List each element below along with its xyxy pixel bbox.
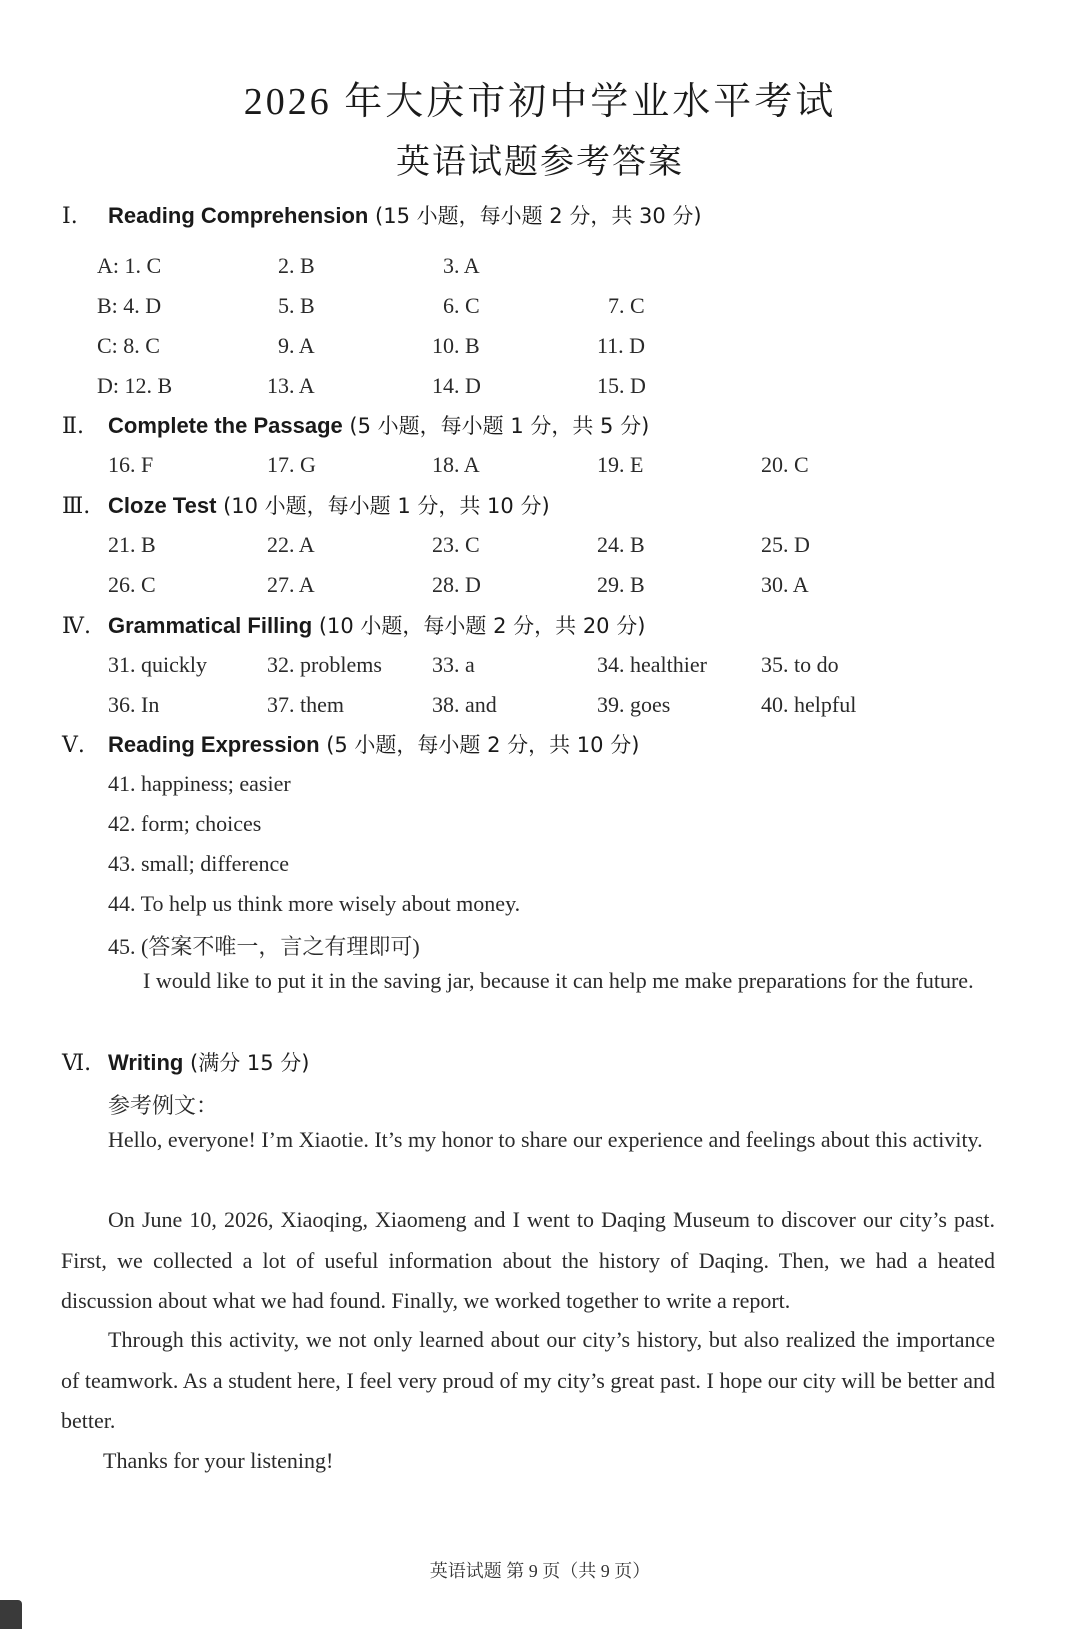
section-number: Ⅳ. bbox=[62, 614, 91, 639]
section-scoring: (5 小题，每小题 1 分，共 5 分) bbox=[342, 414, 650, 438]
answer: 26. C bbox=[108, 572, 156, 597]
answer: 11. D bbox=[597, 333, 646, 358]
section-name: Grammatical Filling bbox=[108, 613, 313, 638]
section-heading-complete-the-passage bbox=[62, 410, 649, 440]
section-scoring: (15 小题，每小题 2 分，共 30 分) bbox=[368, 204, 702, 228]
section-name: Complete the Passage bbox=[108, 413, 343, 438]
answer: 33. a bbox=[432, 652, 475, 677]
section-scoring: (10 小题，每小题 1 分，共 10 分) bbox=[216, 494, 550, 518]
answer: 17. G bbox=[267, 452, 316, 477]
section-name: Reading Comprehension bbox=[108, 203, 369, 228]
answer: 34. healthier bbox=[597, 652, 707, 677]
answer: 44. To help us think more wisely about money. bbox=[108, 891, 521, 916]
essay-paragraph: Through this activity, we not only learned about our city’s history, but also realized the importance of teamwork. As a student here, I feel very proud of my city’s great past. I hope our city will be better and better. bbox=[61, 1327, 995, 1433]
answer: 39. goes bbox=[597, 692, 671, 717]
answer: 36. In bbox=[108, 692, 160, 717]
answer: 13. A bbox=[267, 373, 315, 398]
essay-paragraph: On June 10, 2026, Xiaoqing, Xiaomeng and I went to Daqing Museum to discover our city’s past. First, we collected a lot of useful information about the history of Daqing. Then, we had a heated discussion about what we had found. Finally, we worked together to write a report. bbox=[61, 1207, 995, 1313]
answer: B: 4. D bbox=[97, 293, 162, 318]
answer: 37. them bbox=[267, 692, 344, 717]
section-number: Ⅴ. bbox=[62, 733, 85, 758]
section-scoring: (满分 15 分) bbox=[183, 1051, 310, 1075]
answer: 25. D bbox=[761, 532, 810, 557]
answer: 38. and bbox=[432, 692, 497, 717]
answer: 18. A bbox=[432, 452, 480, 477]
answer: 40. helpful bbox=[761, 692, 857, 717]
sample-essay-label: 参考例文： bbox=[108, 1093, 219, 1118]
answer: 10. B bbox=[432, 333, 480, 358]
section-scoring: (5 小题，每小题 2 分，共 10 分) bbox=[319, 733, 640, 757]
section-number: Ⅱ. bbox=[62, 414, 84, 439]
answer: 14. D bbox=[432, 373, 481, 398]
answer: C: 8. C bbox=[97, 333, 160, 358]
answer: 31. quickly bbox=[108, 652, 207, 677]
section-name: Writing bbox=[108, 1050, 184, 1075]
answer: 29. B bbox=[597, 572, 645, 597]
essay-closing: Thanks for your listening! bbox=[103, 1448, 334, 1473]
photo-edge-shadow bbox=[0, 1600, 22, 1629]
section-heading-grammatical-filling bbox=[62, 610, 645, 640]
answer: 3. A bbox=[443, 253, 480, 278]
answer: D: 12. B bbox=[97, 373, 173, 398]
answer: 42. form; choices bbox=[108, 811, 262, 836]
section-name: Cloze Test bbox=[108, 493, 217, 518]
section-number: Ⅲ. bbox=[62, 494, 91, 519]
answer: 30. A bbox=[761, 572, 809, 597]
answer: 6. C bbox=[443, 293, 480, 318]
answer: 7. C bbox=[608, 293, 645, 318]
section-heading-reading-comprehension bbox=[62, 200, 702, 230]
answer: 20. C bbox=[761, 452, 809, 477]
answer: 27. A bbox=[267, 572, 315, 597]
answer: 23. C bbox=[432, 532, 480, 557]
answer: 15. D bbox=[597, 373, 646, 398]
answer: 5. B bbox=[278, 293, 315, 318]
page-footer: 英语试题 第 9 页（共 9 页） bbox=[429, 1561, 651, 1581]
section-number: Ⅵ. bbox=[62, 1051, 92, 1076]
answer-key-subtitle: 英语试题参考答案 bbox=[396, 142, 684, 182]
exam-title: 2026 年大庆市初中学业水平考试 bbox=[243, 81, 837, 123]
answer: 41. happiness; easier bbox=[108, 771, 291, 796]
section-number: Ⅰ. bbox=[62, 204, 78, 229]
answer: 19. E bbox=[597, 452, 644, 477]
answer: 43. small; difference bbox=[108, 851, 290, 876]
section-heading-cloze-test bbox=[62, 490, 550, 520]
answer: 22. A bbox=[267, 532, 315, 557]
answer-45-note: 45. (答案不唯一，言之有理即可) bbox=[108, 934, 420, 959]
essay-paragraph: Hello, everyone! I’m Xiaotie. It’s my honor to share our experience and feelings about this activity. bbox=[108, 1127, 983, 1152]
section-name: Reading Expression bbox=[108, 732, 320, 757]
answer: 32. problems bbox=[267, 652, 382, 677]
section-heading-reading-expression bbox=[62, 729, 639, 759]
answer: 16. F bbox=[108, 452, 154, 477]
section-heading-writing bbox=[62, 1047, 310, 1077]
answer: 35. to do bbox=[761, 652, 839, 677]
answer: 28. D bbox=[432, 572, 481, 597]
answer: 24. B bbox=[597, 532, 645, 557]
answer: 9. A bbox=[278, 333, 315, 358]
answer: 2. B bbox=[278, 253, 315, 278]
section-scoring: (10 小题，每小题 2 分，共 20 分) bbox=[312, 614, 646, 638]
answer-45-sentence: I would like to put it in the saving jar, because it can help me make preparations for the future. bbox=[143, 968, 974, 993]
answer: A: 1. C bbox=[97, 253, 162, 278]
answer: 21. B bbox=[108, 532, 156, 557]
